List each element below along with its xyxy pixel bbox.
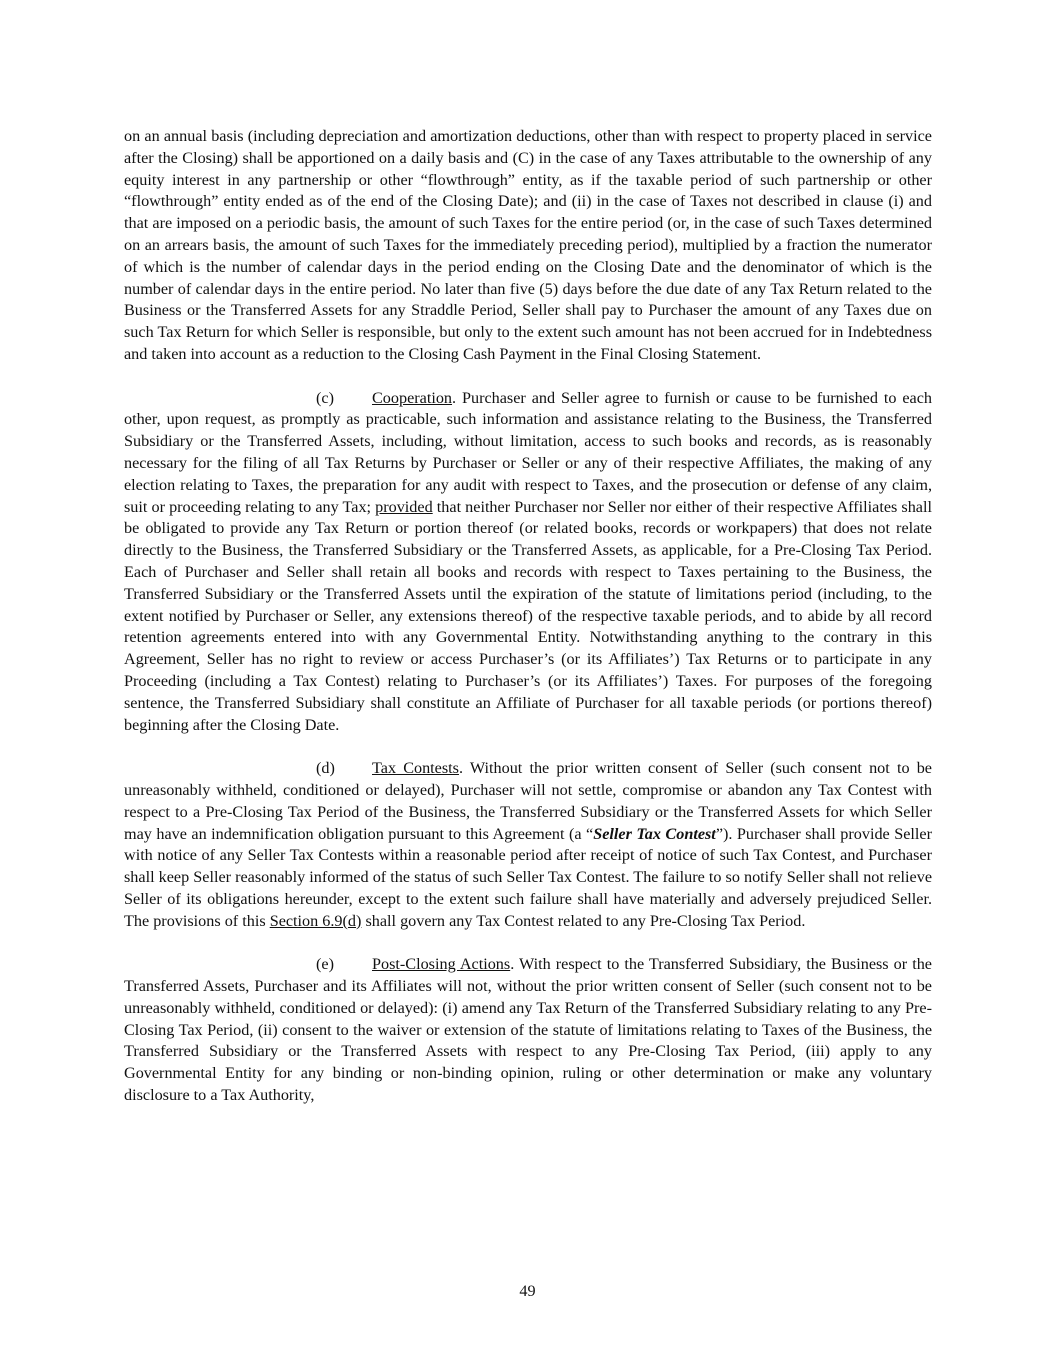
paragraph-b-continuation: on an annual basis (including depreciation and amortization deductions, other than with respect to property placed in service after the Closing) shall be apportioned on a daily basis and (C) in the case of any Taxes attributable to the ownership of any equity interest in any partnership or other “flowthrough” entity, as if the taxable period of such partnership or other “flowthrough” entity ended as of the end of the Closing Date); and (ii) in the case of Taxes not described in clause (i) and that are imposed on a periodic basis, the amount of such Taxes for the entire period (or, in the case of such Taxes determined on an arrears basis, the amount of such Taxes for the immediately preceding period), multiplied by a fraction the numerator of which is the number of calendar days in the period ending on the Closing Date and the denominator of which is the number of calendar days in the entire period. No later than five (5) days before the due date of any Tax Return related to the Business or the Transferred Assets for any Straddle Period, Seller shall pay to Purchaser the amount of any Taxes due on such Tax Return for which Seller is responsible, but only to the extent such amount has not been accrued for in Indebtedness and taken into account as a reduction to the Closing Cash Payment in the Final Closing Statement. — [124, 127, 932, 363]
section-heading: Tax Contests — [372, 759, 459, 778]
section-text: ”). Purchaser shall provide Seller with notice of any Seller Tax Contests within a reasonable period after receipt of notice of such Tax Contest, and Purchaser shall keep Seller reasonably informed of the status of such Seller Tax Contest. The failure to so notify Seller shall not relieve Seller of its obligations hereunder, except to the extent such failure shall have materially and adversely prejudiced Seller. The provisions of this — [124, 824, 932, 930]
section-text: shall govern any Tax Contest related to any Pre-Closing Tax Period. — [361, 911, 806, 930]
section-number: (c) — [316, 388, 334, 407]
page-number: 49 — [519, 1282, 536, 1300]
paragraph-d-tax-contests — [124, 758, 932, 932]
section-reference: Section 6.9(d) — [269, 911, 362, 930]
document-body — [124, 126, 932, 1107]
section-text: that neither Purchaser nor Seller nor either of their respective Affiliates shall be obligated to provide any Tax Return or portion thereof (or related books, records or workpapers) that does not relate directly to the Business, the Transferred Subsidiary or the Transferred Assets, as applicable, for a Pre-Closing Tax Period. Each of Purchaser and Seller shall retain all books and records with respect to Taxes pertaining to the Business, the Transferred Subsidiary or the Transferred Assets until the expiration of the statute of limitations period (including, to the extent notified by Purchaser or Seller, any extensions thereof) of the respective taxable periods, and to abide by all record retention agreements entered into with any Governmental Entity. Notwithstanding anything to the contrary in this Agreement, Seller has no right to review or access Purchaser’s (or its Affiliates’) Tax Returns or to participate in any Proceeding (including a Tax Contest) relating to Purchaser’s (or its Affiliates’) Taxes. For purposes of the foregoing sentence, the Transferred Subsidiary shall constitute an Affiliate of Purchaser for all taxable periods (or portions thereof) beginning after the Closing Date. — [124, 497, 932, 734]
section-number: (e) — [316, 955, 334, 974]
section-text: . Purchaser and Seller agree to furnish or cause to be furnished to each other, upon request, as promptly as practicable, such information and assistance relating to the Business, the Transferred Subsidiary or the Transferred Assets, including, without limitation, access to such books and records, as is reasonably necessary for the filing of all Tax Returns by Purchaser or Seller or any of their respective Affiliates, the making of any election relating to Taxes, the preparation for any audit with respect to Taxes, and the prosecution or defense of any claim, suit or proceeding relating to any Tax; — [124, 388, 932, 516]
section-heading: Cooperation — [372, 388, 453, 407]
section-number: (d) — [316, 759, 335, 778]
section-text: . Without the prior written consent of Seller (such consent not to be unreasonably withheld, conditioned or delayed), Purchaser will not settle, compromise or abandon any Tax Contest with respect to a Pre-Closing Tax Period of the Business, the Transferred Subsidiary or the Transferred Assets for which Seller may have an indemnification obligation pursuant to this Agreement (a “ — [124, 759, 932, 843]
paragraph-e-post-closing-actions — [124, 954, 932, 1107]
defined-term: Seller Tax Contest — [593, 824, 716, 843]
paragraph-c-cooperation — [124, 388, 932, 737]
provided-term: provided — [375, 497, 433, 516]
section-heading: Post-Closing Actions — [372, 955, 511, 974]
section-text: . With respect to the Transferred Subsidiary, the Business or the Transferred Assets, Purchaser and its Affiliates will not, without the prior written consent of Seller (such consent not to be unreasonably withheld, conditioned or delayed): (i) amend any Tax Return of the Transferred Subsidiary relating to any Pre-Closing Tax Period, (ii) consent to the waiver or extension of the statute of limitations relating to Taxes of the Business, the Transferred Subsidiary or the Transferred Assets with respect to any Pre-Closing Tax Period, (iii) apply to any Governmental Entity for any binding or non-binding opinion, ruling or other determination or make any voluntary disclosure to a Tax Authority, — [124, 955, 932, 1105]
